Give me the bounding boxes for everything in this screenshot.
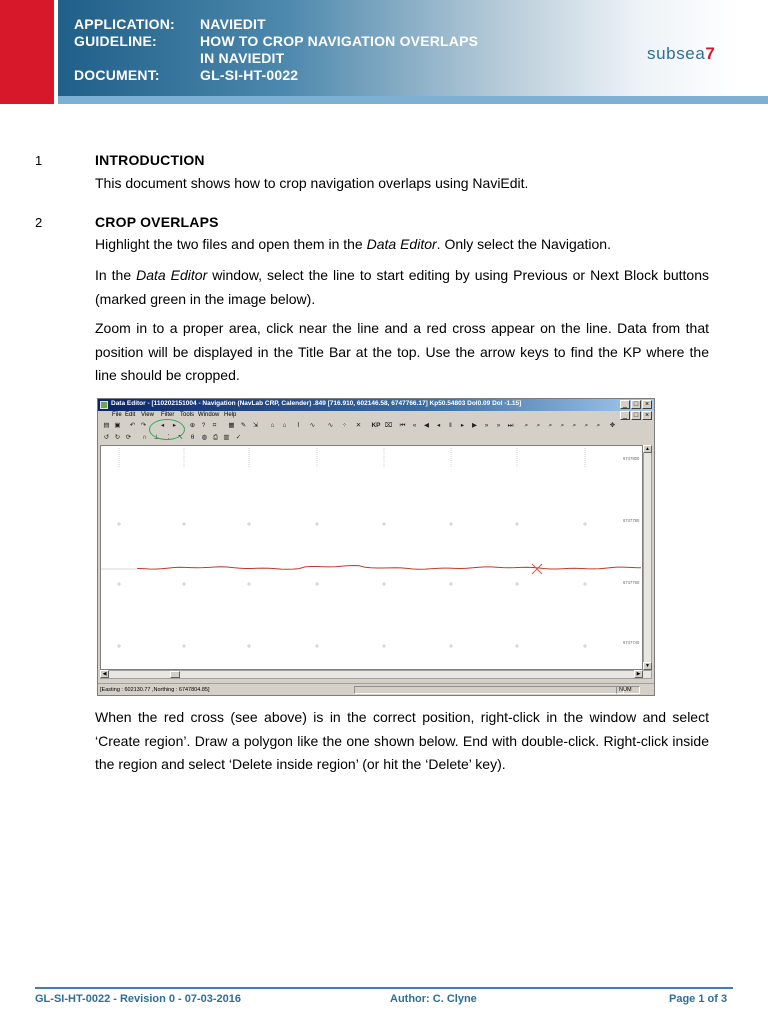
northing-label: 6747740 [623, 640, 640, 645]
scroll-left-icon[interactable]: ◀ [100, 670, 109, 678]
section-number: 2 [35, 215, 43, 230]
navigation-line [137, 566, 641, 570]
text-run: . Only select the Navigation. [436, 236, 611, 252]
header-value: GL-SI-HT-0022 [200, 67, 299, 83]
scroll-right-icon[interactable]: ▶ [634, 670, 643, 678]
scatter-icon[interactable]: ⁘ [341, 422, 348, 429]
child-maximize-button[interactable]: □ [631, 411, 641, 420]
arch-icon[interactable]: ∩ [142, 434, 147, 441]
navigation-plot-svg [101, 446, 642, 669]
rotate-right-icon[interactable]: ↻ [114, 434, 121, 441]
back-icon[interactable]: ◂ [436, 422, 441, 429]
wave-icon[interactable]: ∿ [309, 422, 316, 429]
step-back-icon[interactable]: ◀ [424, 422, 429, 429]
num-lock-indicator: NUM [616, 686, 640, 694]
toolbar-row-2 [100, 433, 652, 444]
zoom-all-icon[interactable]: ⌕ [572, 422, 577, 429]
paragraph-create-region: When the red cross (see above) is in the correct position, right-click in the window and select ‘Create region’. Draw a polygon like the one shown below. End with double-click. Right-click inside the region and select ‘Delete inside region’ (or hit the ‘Delete’ key). [95, 709, 709, 772]
scroll-up-icon[interactable]: ▲ [643, 445, 652, 453]
previous-block-icon[interactable]: ◂ [160, 422, 165, 429]
mouse-icon[interactable]: ◍ [201, 434, 208, 441]
cursor-icon[interactable]: ↖ [177, 434, 184, 441]
status-panel [354, 686, 624, 694]
coordinate-readout: [Easting : 602130.77 ,Northing : 6747804.85] [100, 687, 210, 693]
menu-view[interactable]: View [141, 412, 154, 418]
last-icon[interactable]: ⏭ [507, 422, 514, 429]
minimize-button[interactable]: _ [620, 400, 630, 409]
text-run: Highlight the two files and open them in the [95, 236, 367, 252]
zoom-in-icon[interactable]: ⌕ [536, 422, 541, 429]
italic-term: Data Editor [136, 267, 208, 283]
window-buttons [620, 400, 652, 409]
spike-icon[interactable]: ⌇ [296, 422, 301, 429]
house-icon[interactable]: ⌂ [270, 422, 275, 429]
zoom-extent-icon[interactable]: ⌕ [584, 422, 589, 429]
plot-right-axis-labels [623, 456, 640, 645]
header-red-block [0, 0, 54, 104]
header-value: NAVIEDIT [200, 16, 266, 32]
rotate-left-icon[interactable]: ↺ [103, 434, 110, 441]
zoom-out-icon[interactable]: ⌕ [548, 422, 553, 429]
header-label: GUIDELINE: [74, 33, 157, 49]
red-cross-marker [532, 564, 542, 574]
lamp-icon[interactable]: θ [190, 434, 195, 441]
plot-grid [117, 448, 587, 648]
data-editor-menu-bar [98, 411, 654, 420]
paragraph-select-line [95, 264, 709, 311]
menu-help[interactable]: Help [224, 412, 237, 418]
italic-term: Data Editor [366, 236, 437, 252]
northing-label: 6747780 [623, 518, 640, 523]
text-run: window, select the line to start editing by using Previous or Next Block buttons (marked green in the image below). [95, 267, 709, 307]
select-icon[interactable]: ⇲ [252, 422, 259, 429]
target-icon[interactable]: ⊕ [189, 422, 196, 429]
paragraph-zoom-in: Zoom in to a proper area, click near the line and a red cross appear on the line. Data from that position will be displayed in the Title Bar at the top. Use the arrow keys to find the KP where the line should be cropped. [95, 320, 709, 383]
menu-tools[interactable]: Tools [180, 412, 195, 418]
northing-label: 6747760 [623, 580, 640, 585]
data-editor-title-bar [98, 399, 654, 411]
kp-clear-icon[interactable]: ⌧ [384, 422, 393, 429]
header-value: IN NAVIEDIT [200, 50, 285, 66]
header-label: DOCUMENT: [74, 67, 160, 83]
skip-icon[interactable]: » [496, 422, 501, 429]
rewind-icon[interactable]: « [412, 422, 417, 429]
child-close-button[interactable]: × [642, 411, 652, 420]
dots-icon[interactable]: ⁚ [167, 434, 170, 441]
fast-forward-icon[interactable]: » [484, 422, 489, 429]
zoom-previous-icon[interactable]: ⌕ [596, 422, 601, 429]
header-guideline-row [74, 33, 478, 49]
measure-icon[interactable]: ⊥ [153, 434, 160, 441]
header-guideline-continued-row [74, 50, 284, 66]
forward-icon[interactable]: ▸ [460, 422, 465, 429]
pause-icon[interactable]: ‖ [449, 422, 452, 429]
northing-label: 6747800 [623, 456, 640, 461]
vertical-scrollbar[interactable] [643, 445, 652, 670]
child-window-buttons [620, 411, 652, 420]
scroll-down-icon[interactable]: ▼ [643, 662, 652, 670]
ruler-icon[interactable]: ⌗ [212, 422, 217, 429]
horizontal-scroll-thumb[interactable] [170, 671, 180, 678]
maximize-button[interactable]: □ [631, 400, 641, 409]
header-application-row [74, 16, 266, 32]
first-icon[interactable]: ⏮ [399, 422, 406, 429]
help-icon[interactable]: ? [201, 422, 206, 429]
close-button[interactable]: × [642, 400, 652, 409]
pan-icon[interactable]: ✥ [609, 422, 616, 429]
subsea7-logo [647, 44, 715, 64]
footer-rule [35, 987, 733, 989]
text-run: In the [95, 267, 137, 283]
open-icon[interactable]: ▤ [103, 422, 110, 429]
check-icon[interactable]: ✓ [235, 434, 242, 441]
rotate-icon[interactable]: ⟳ [125, 434, 132, 441]
child-minimize-button[interactable]: _ [620, 411, 630, 420]
table-icon[interactable]: ▥ [223, 434, 230, 441]
navigation-plot-area[interactable] [100, 445, 643, 670]
wave-red-icon[interactable]: ∿ [327, 422, 334, 429]
cross-icon[interactable]: ✕ [355, 422, 362, 429]
section-number: 1 [35, 153, 43, 168]
header-document-row [74, 67, 298, 83]
data-editor-title-text: Data Editor - [110202151004 - Navigation (NavLab CRP, Calender) .849 [716.910, 602146.58, 6747766.17] Kp50.54803 Dol0.09 Dol -1.15] [111, 400, 522, 407]
footer-document-revision: GL-SI-HT-0022 - Revision 0 - 07-03-2016 [35, 993, 242, 1005]
step-forward-icon[interactable]: ▶ [472, 422, 477, 429]
zoom-window-icon[interactable]: ⌕ [560, 422, 565, 429]
undo-icon[interactable]: ↶ [129, 422, 136, 429]
horizontal-scrollbar[interactable] [100, 670, 652, 679]
app-icon [100, 401, 108, 409]
data-editor-status-bar [98, 683, 654, 696]
section-title-introduction: INTRODUCTION [95, 152, 205, 168]
menu-file[interactable]: File [112, 412, 122, 418]
paragraph-highlight-files [95, 233, 709, 257]
header-value: HOW TO CROP NAVIGATION OVERLAPS [200, 33, 479, 49]
footer-author: Author: C. Clyne [390, 993, 477, 1005]
header-strip [58, 96, 768, 104]
intro-paragraph: This document shows how to crop navigation overlaps using NaviEdit. [95, 175, 529, 191]
header-label: APPLICATION: [74, 16, 175, 32]
data-editor-screenshot [97, 398, 655, 696]
next-block-highlight-circle [149, 419, 185, 440]
print-icon[interactable]: ⎙ [212, 434, 219, 441]
section-title-crop-overlaps: CROP OVERLAPS [95, 214, 219, 230]
redo-icon[interactable]: ↷ [140, 422, 147, 429]
pencil-icon[interactable]: ✎ [240, 422, 247, 429]
menu-window[interactable]: Window [198, 412, 220, 418]
menu-filter[interactable]: Filter [161, 412, 175, 418]
logo-number: 7 [705, 44, 716, 63]
logo-text: subsea [647, 44, 706, 63]
next-block-icon[interactable]: ▸ [172, 422, 177, 429]
zoom-icon[interactable]: ⌕ [524, 422, 529, 429]
footer-page-number: Page 1 of 3 [669, 993, 728, 1005]
menu-edit[interactable]: Edit [125, 412, 136, 418]
grid-icon[interactable]: ▦ [228, 422, 235, 429]
save-icon[interactable]: ▣ [114, 422, 121, 429]
kp-button[interactable]: KP [371, 422, 381, 429]
house-alt-icon[interactable]: ⌂ [282, 422, 287, 429]
